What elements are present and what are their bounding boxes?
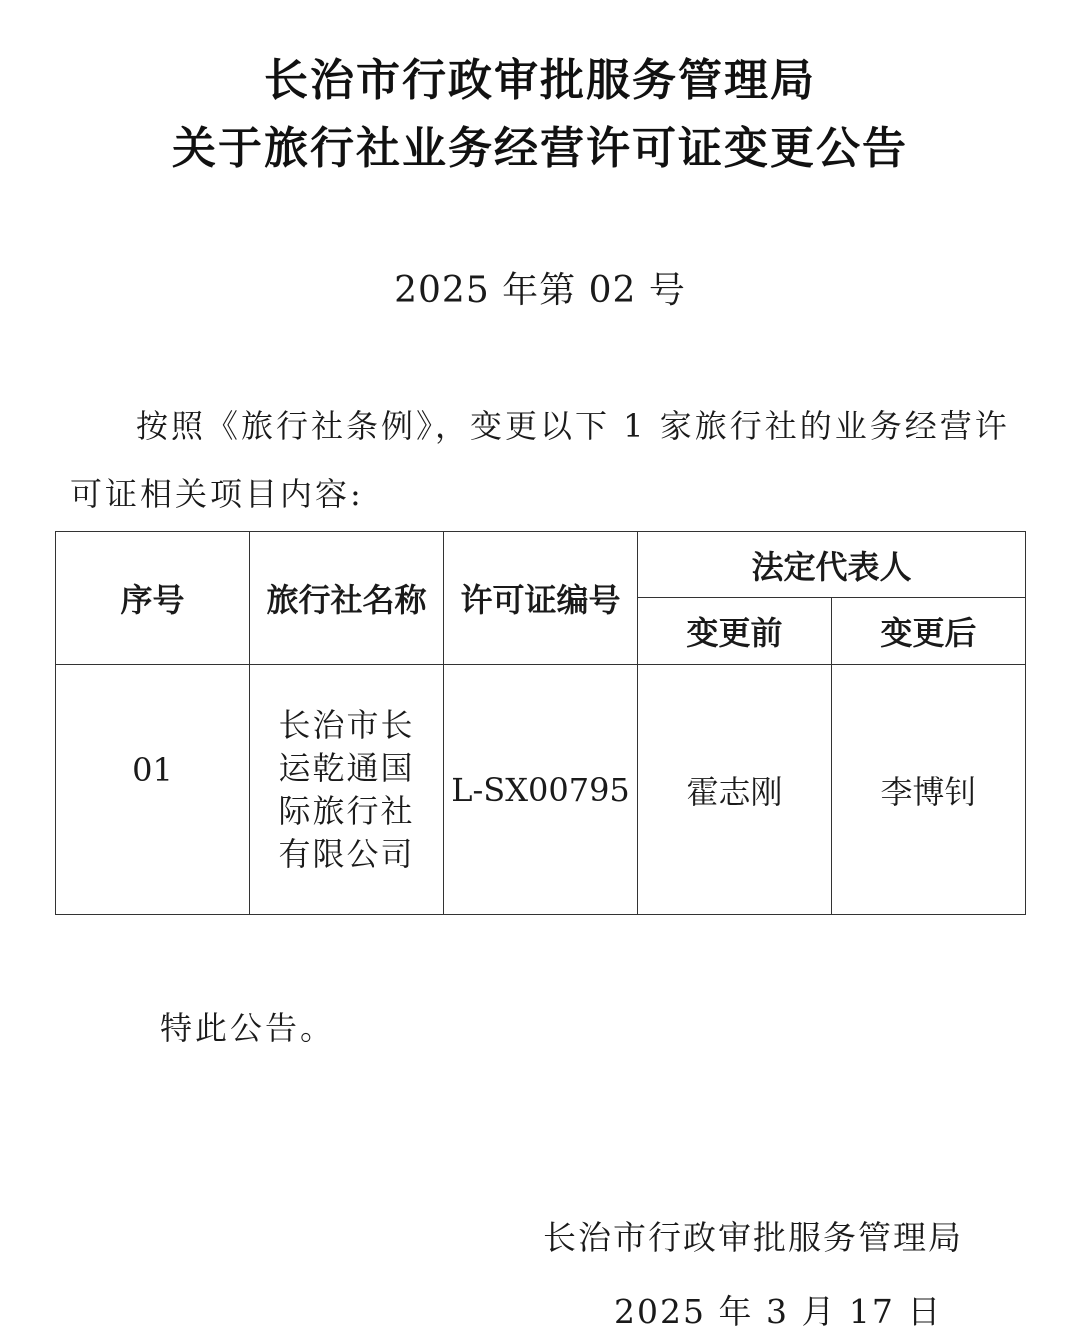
table-header-row: [56, 532, 1026, 598]
agency-name-line: 运乾通国: [278, 748, 415, 787]
closing-text: 特此公告。: [160, 1009, 336, 1047]
header-license-number: 许可证编号: [444, 532, 638, 665]
cell-agency-name: [250, 665, 444, 915]
agency-name-line: 际旅行社: [278, 791, 415, 830]
header-before-change: 变更前: [638, 598, 832, 665]
agency-name-line: 长治市长: [278, 705, 415, 744]
header-agency-name: 旅行社名称: [250, 532, 444, 665]
header-after-change: 变更后: [832, 598, 1026, 665]
header-seq: 序号: [56, 532, 250, 665]
intro-paragraph: 按照《旅行社条例》，变更以下 1 家旅行社的业务经营许可证相关项目内容:: [70, 407, 1010, 513]
cell-after-change: 李博钊: [832, 665, 1026, 915]
notice-title-line2: 关于旅行社业务经营许可证变更公告: [172, 123, 908, 174]
document-number: 2025 年第 02 号: [394, 270, 686, 311]
header-legal-representative: 法定代表人: [638, 532, 1026, 598]
signature-date: 2025 年 3 月 17 日: [614, 1292, 943, 1331]
notice-title-line1: 长治市行政审批服务管理局: [264, 55, 816, 106]
cell-seq: 01: [56, 665, 250, 915]
table-row: [56, 665, 1026, 915]
change-table: [55, 531, 1026, 915]
cell-before-change: 霍志刚: [638, 665, 832, 915]
signature-organization: 长治市行政审批服务管理局: [543, 1218, 963, 1257]
agency-name-line: 有限公司: [278, 834, 415, 873]
cell-license-number: L-SX00795: [444, 665, 638, 915]
